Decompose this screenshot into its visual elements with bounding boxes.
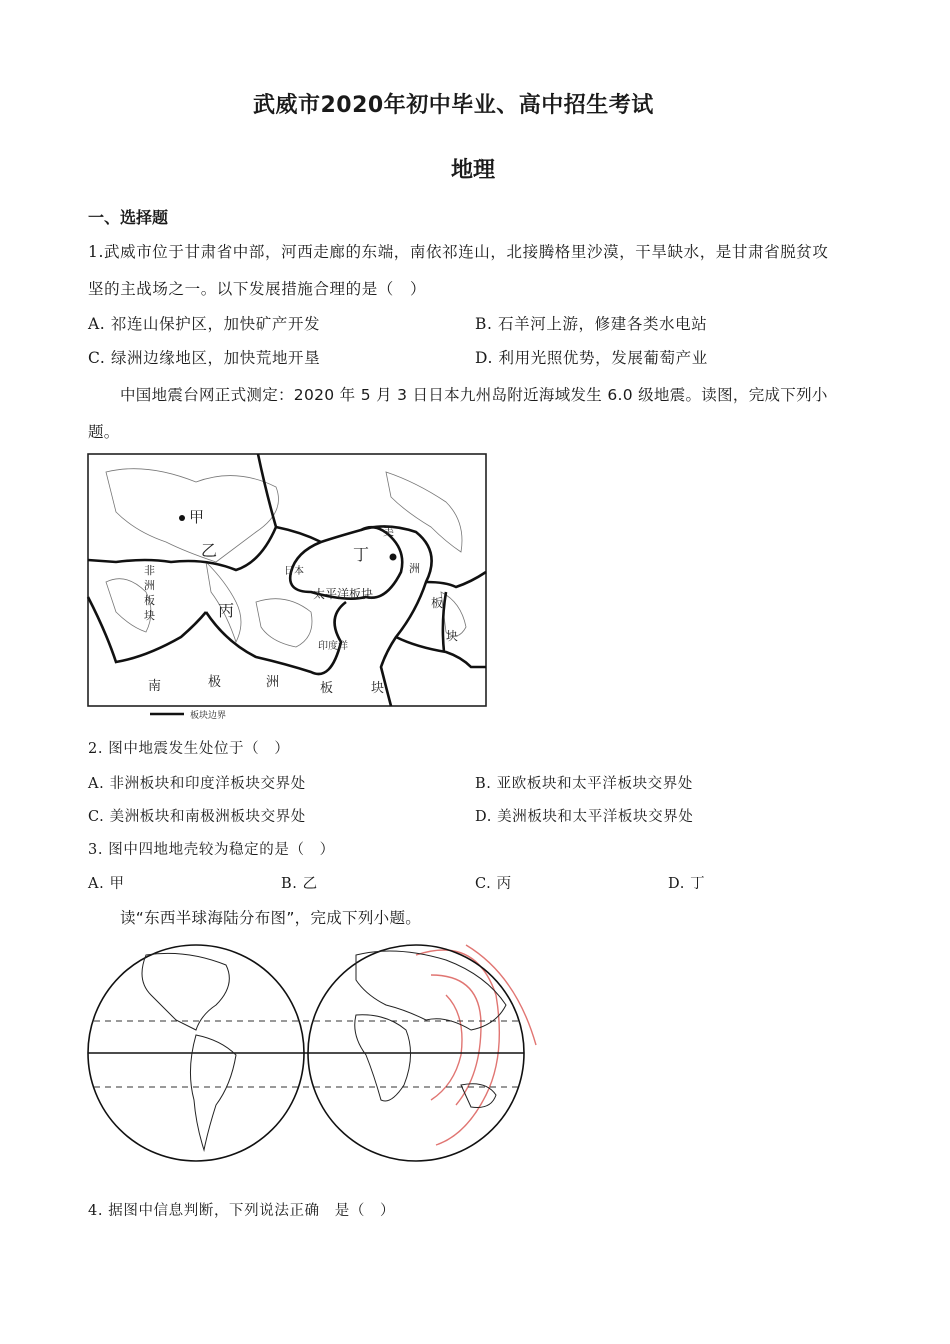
q4-stem: 4. 据图中信息判断，下列说法正确 是（ ） [88, 1203, 396, 1219]
label-america-ban: 板 [431, 596, 444, 610]
q2-option-c[interactable]: C. 美洲板块和南极洲板块交界处 [88, 809, 306, 825]
svg-text:块: 块 [144, 609, 155, 622]
hemisphere-intro: 读“东西半球海陆分布图”，完成下列小题。 [120, 909, 422, 927]
label-bing: 丙 [218, 601, 235, 620]
label-america-kuai: 块 [446, 629, 459, 643]
label-ant-3: 洲 [266, 675, 280, 690]
svg-text:洲: 洲 [144, 579, 155, 592]
earthquake-point [390, 554, 397, 561]
label-indo: 印度洋 [318, 641, 348, 652]
label-yi: 乙 [201, 541, 218, 560]
label-ding: 丁 [353, 545, 370, 564]
label-ant-4: 板 [320, 681, 334, 696]
q1-option-d[interactable]: D. 利用光照优势，发展葡萄产业 [475, 349, 708, 367]
q2-option-a[interactable]: A. 非洲板块和印度洋板块交界处 [88, 776, 306, 792]
plate-boundary-map [86, 452, 488, 724]
q3-option-d[interactable]: D. 丁 [668, 876, 706, 892]
label-zhou: 洲 [409, 562, 420, 575]
svg-text:板: 板 [144, 594, 155, 607]
label-ant-2: 极 [208, 675, 222, 690]
q2-option-d[interactable]: D. 美洲板块和太平洋板块交界处 [475, 809, 694, 825]
earthquake-intro-line2: 题。 [88, 423, 120, 441]
exam-title: 武威市2020年初中毕业、高中招生考试 [253, 93, 654, 118]
q2-stem: 2. 图中地震发生处位于（ ） [88, 741, 290, 757]
q1-option-c[interactable]: C. 绿洲边缘地区，加快荒地开垦 [88, 349, 321, 367]
svg-text:非: 非 [144, 564, 155, 577]
q3-option-b[interactable]: B. 乙 [281, 876, 318, 892]
q3-option-c[interactable]: C. 丙 [475, 876, 512, 892]
legend-text: 板块边界 [190, 711, 227, 721]
q3-stem: 3. 图中四地地壳较为稳定的是（ ） [88, 842, 335, 858]
q1-option-b[interactable]: B. 石羊河上游，修建各类水电站 [475, 315, 708, 333]
hemisphere-map [86, 935, 546, 1171]
q1-stem-line2: 坚的主战场之一。以下发展措施合理的是（ ） [88, 280, 427, 298]
label-mei: 美 [383, 525, 394, 538]
q1-stem-line1: 1.武威市位于甘肃省中部，河西走廊的东端，南依祁连山，北接腾格里沙漠，干旱缺水，是甘肃省脱贫攻 [88, 243, 829, 261]
label-jia: 甲 [189, 508, 205, 526]
q2-option-b[interactable]: B. 亚欧板块和太平洋板块交界处 [475, 776, 693, 792]
q3-option-a[interactable]: A. 甲 [88, 876, 125, 892]
earthquake-intro-line1: 中国地震台网正式测定：2020 年 5 月 3 日日本九州岛附近海域发生 6.0 级地震。读图，完成下列小 [120, 386, 828, 404]
eastern-outline [355, 951, 506, 1108]
label-ant-1: 南 [148, 679, 162, 694]
label-ant-5: 块 [371, 681, 385, 696]
label-riben: 日本 [284, 566, 304, 577]
q1-option-a[interactable]: A. 祁连山保护区，加快矿产开发 [88, 315, 321, 333]
section-heading: 一、选择题 [88, 208, 169, 227]
jia-point [179, 515, 185, 521]
subject-title: 地理 [451, 158, 496, 183]
americas-outline [142, 953, 236, 1150]
label-pacific: 太平洋板块 [313, 587, 374, 601]
